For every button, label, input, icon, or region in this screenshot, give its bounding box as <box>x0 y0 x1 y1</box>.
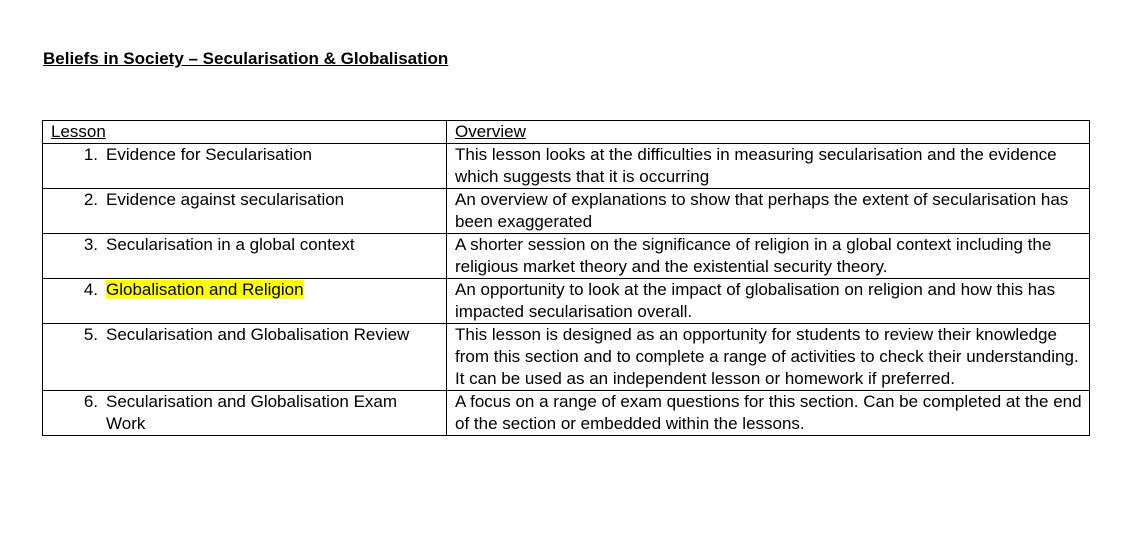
table-row <box>43 279 1090 324</box>
lesson-title-highlighted: Globalisation and Religion <box>106 280 304 299</box>
lesson-number: 6. <box>83 392 98 411</box>
document-title: Beliefs in Society – Secularisation & Globalisation <box>43 49 449 68</box>
table-row <box>43 189 1090 234</box>
table-row <box>43 324 1090 391</box>
lesson-cell <box>43 324 447 391</box>
lesson-title-text: Evidence against secularisation <box>106 190 345 209</box>
lesson-title <box>106 279 426 301</box>
overview-cell: An overview of explanations to show that perhaps the extent of secularisation has been exaggerated <box>447 189 1090 234</box>
table-header-row <box>43 121 1090 144</box>
lesson-cell <box>43 391 447 436</box>
overview-column-header: Overview <box>447 121 1090 144</box>
lesson-title <box>106 324 426 346</box>
lesson-title <box>106 391 426 435</box>
overview-cell: This lesson looks at the difficulties in measuring secularisation and the evidence which suggests that it is occurring <box>447 144 1090 189</box>
lesson-column-header: Lesson <box>43 121 447 144</box>
lesson-title-text: Secularisation and Globalisation Exam Work <box>106 392 398 433</box>
overview-cell: An opportunity to look at the impact of globalisation on religion and how this has impacted secularisation overall. <box>447 279 1090 324</box>
overview-cell: A focus on a range of exam questions for this section. Can be completed at the end of the section or embedded within the lessons. <box>447 391 1090 436</box>
lesson-cell <box>43 234 447 279</box>
lesson-title <box>106 234 426 256</box>
lesson-number: 1. <box>83 145 98 164</box>
lesson-cell <box>43 144 447 189</box>
overview-cell: A shorter session on the significance of religion in a global context including the religious market theory and the existential security theory. <box>447 234 1090 279</box>
lesson-number: 4. <box>83 280 98 299</box>
table-row <box>43 234 1090 279</box>
lesson-number: 5. <box>83 325 98 344</box>
overview-cell: This lesson is designed as an opportunity for students to review their knowledge from this section and to complete a range of activities to check their understanding. It can be used as an independent lesson or homework if preferred. <box>447 324 1090 391</box>
lesson-number: 2. <box>83 190 98 209</box>
lesson-title-text: Evidence for Secularisation <box>106 145 313 164</box>
lesson-title <box>106 189 426 211</box>
lesson-cell <box>43 189 447 234</box>
table-row <box>43 144 1090 189</box>
lessons-table <box>42 120 1090 436</box>
lesson-title-text: Secularisation in a global context <box>106 235 355 254</box>
table-row <box>43 391 1090 436</box>
lesson-title <box>106 144 426 166</box>
lesson-number: 3. <box>83 235 98 254</box>
lesson-cell <box>43 279 447 324</box>
lesson-title-text: Secularisation and Globalisation Review <box>106 325 410 344</box>
